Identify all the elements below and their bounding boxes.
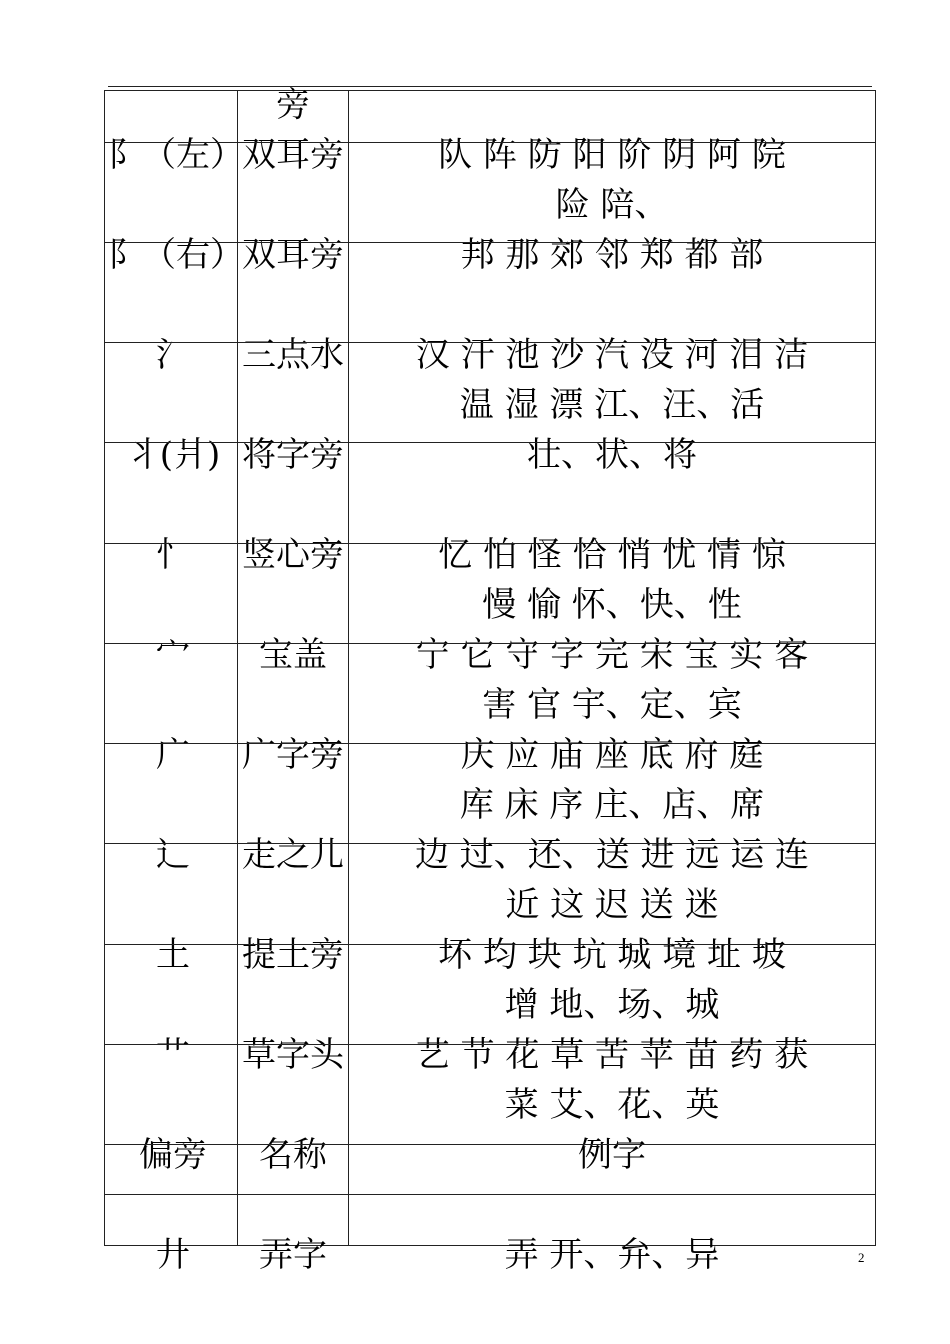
example-line: 宁 它 守 字 完 宋 宝 实 客 bbox=[415, 635, 809, 675]
table-row bbox=[104, 230, 876, 330]
row-divider bbox=[104, 1144, 876, 1145]
row-divider bbox=[104, 944, 876, 945]
examples-cell bbox=[352, 830, 872, 930]
radical-cell: 宀 bbox=[156, 635, 190, 675]
carry-over-name: 旁 bbox=[276, 85, 310, 125]
radical-cell: 氵 bbox=[156, 335, 190, 375]
example-line bbox=[352, 1180, 872, 1230]
example-line: 坏 均 块 坑 城 境 址 坡 bbox=[438, 935, 786, 975]
name-cell: 双耳旁 bbox=[242, 235, 344, 275]
row-divider bbox=[104, 242, 876, 243]
page-number: 2 bbox=[858, 1250, 865, 1265]
radical-cell: 丬(爿) bbox=[125, 435, 221, 475]
table-row bbox=[104, 830, 876, 930]
radical-cell: 艹 bbox=[156, 1035, 190, 1075]
row-divider bbox=[104, 342, 876, 343]
example-line: 庆 应 庙 座 底 府 庭 bbox=[460, 735, 764, 775]
row-divider bbox=[104, 442, 876, 443]
table-row bbox=[104, 1130, 876, 1230]
row-divider bbox=[104, 543, 876, 544]
table-row bbox=[104, 130, 876, 230]
examples-cell bbox=[352, 930, 872, 1030]
example-line: 邦 那 郊 邻 郑 都 部 bbox=[460, 235, 764, 275]
table-row bbox=[104, 1030, 876, 1130]
table-row bbox=[104, 1230, 876, 1330]
example-line: 队 阵 防 阳 阶 阴 阿 院 bbox=[438, 135, 786, 175]
examples-cell bbox=[352, 330, 872, 430]
name-cell: 竖心旁 bbox=[242, 535, 344, 575]
radical-cell: 阝（左） bbox=[108, 135, 244, 175]
name-cell: 三点水 bbox=[242, 335, 344, 375]
table-row bbox=[104, 730, 876, 830]
example-line: 库 床 序 庄、店、席 bbox=[459, 785, 765, 825]
examples-cell bbox=[352, 430, 872, 530]
name-cell: 名称 bbox=[259, 1135, 327, 1175]
example-line: 壮、状、将 bbox=[527, 435, 697, 475]
radical-cell: 辶 bbox=[156, 835, 190, 875]
example-line: 害 官 宇、定、宾 bbox=[482, 685, 742, 725]
example-line: 增 地、场、城 bbox=[504, 985, 720, 1025]
table-row bbox=[104, 930, 876, 1030]
example-line: 例字 bbox=[578, 1135, 646, 1175]
name-cell: 双耳旁 bbox=[242, 135, 344, 175]
example-line: 险 陪、 bbox=[555, 185, 669, 225]
example-line: 弄 开、弁、异 bbox=[504, 1235, 720, 1275]
row-divider bbox=[104, 1044, 876, 1045]
name-cell: 广字旁 bbox=[242, 735, 344, 775]
example-line: 边 过、还、送 进 远 运 连 bbox=[414, 835, 810, 875]
row-divider bbox=[104, 743, 876, 744]
radical-cell: 忄 bbox=[156, 535, 190, 575]
row-divider bbox=[104, 643, 876, 644]
example-line bbox=[352, 280, 872, 330]
example-line: 艺 节 花 草 苦 苹 苗 药 获 bbox=[415, 1035, 809, 1075]
row-divider bbox=[104, 1194, 876, 1195]
radical-cell: 阝（右） bbox=[108, 235, 244, 275]
example-line bbox=[352, 480, 872, 530]
examples-cell bbox=[352, 1230, 872, 1330]
example-line bbox=[352, 1280, 872, 1330]
table-row bbox=[104, 630, 876, 730]
radical-cell: 土 bbox=[156, 935, 190, 975]
table-row bbox=[104, 530, 876, 630]
examples-cell bbox=[352, 1030, 872, 1130]
example-line: 菜 艾、花、英 bbox=[504, 1085, 720, 1125]
examples-cell bbox=[352, 1130, 872, 1230]
name-cell: 将字旁 bbox=[242, 435, 344, 475]
example-line: 忆 怕 怪 恰 悄 忧 情 惊 bbox=[438, 535, 786, 575]
example-line: 汉 汗 池 沙 汽 没 河 泪 洁 bbox=[415, 335, 809, 375]
row-divider bbox=[104, 142, 876, 143]
examples-cell bbox=[352, 130, 872, 230]
name-cell: 宝盖 bbox=[259, 635, 327, 675]
table-row bbox=[104, 430, 876, 530]
example-line: 温 湿 漂 江、汪、活 bbox=[459, 385, 765, 425]
examples-cell bbox=[352, 230, 872, 330]
name-cell: 弄字 bbox=[259, 1235, 327, 1275]
radical-cell: 广 bbox=[156, 735, 190, 775]
examples-cell bbox=[352, 630, 872, 730]
example-line: 近 这 迟 送 迷 bbox=[505, 885, 719, 925]
row-divider bbox=[104, 843, 876, 844]
example-line: 慢 愉 怀、快、性 bbox=[482, 585, 742, 625]
examples-cell bbox=[352, 730, 872, 830]
radical-cell: 廾 bbox=[156, 1235, 190, 1275]
examples-cell bbox=[352, 530, 872, 630]
name-cell: 草字头 bbox=[242, 1035, 344, 1075]
radical-cell: 偏旁 bbox=[139, 1135, 207, 1175]
table-row bbox=[104, 330, 876, 430]
carry-over-row bbox=[104, 80, 876, 130]
name-cell: 走之儿 bbox=[242, 835, 344, 875]
name-cell: 提土旁 bbox=[242, 935, 344, 975]
